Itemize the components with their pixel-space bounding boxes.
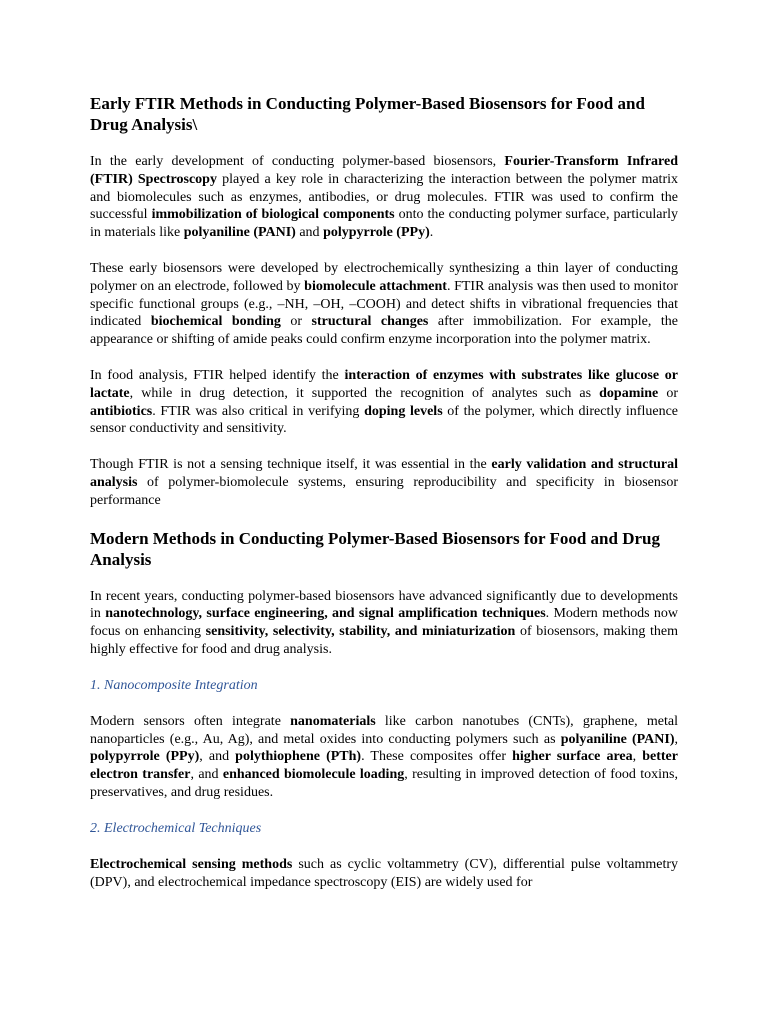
bold-term: antibiotics <box>90 403 153 419</box>
text-run: or <box>280 314 312 330</box>
text-run: . FTIR was also critical in verifying <box>152 403 365 419</box>
bold-term: better electron transfer <box>90 749 678 783</box>
bold-term: Electrochemical sensing methods <box>90 856 293 872</box>
paragraph-electrochemical <box>90 856 678 892</box>
text-run: and <box>295 225 324 241</box>
subheading-nanocomposite: 1. Nanocomposite Integration <box>90 677 258 693</box>
text-run: of the polymer, which directly influence sensor conductivity and sensitivity. <box>90 403 679 437</box>
text-run: of biosensors, making them highly effective for food and drug analysis. <box>90 624 678 657</box>
text-run: played a key role in characterizing the interaction between the polymer matrix and biomolecules such as enzymes, antibodies, or drug molecules. FTIR was used to confirm the successful <box>90 171 678 223</box>
bold-term: early validation and structural analysis <box>90 457 678 490</box>
bold-term: biomolecule attachment <box>304 278 447 294</box>
bold-term: biochemical bonding <box>150 314 281 330</box>
subheading-electrochemical: 2. Electrochemical Techniques <box>90 820 262 836</box>
document-content <box>90 93 678 891</box>
bold-term: immobilization of biological components <box>151 207 395 223</box>
bold-term: Fourier-Transform Infrared (FTIR) Spectroscopy <box>90 154 679 187</box>
paragraph-modern-intro <box>90 588 678 659</box>
bold-term: polypyrrole (PPy) <box>323 225 430 241</box>
text-run: like carbon nanotubes (CNTs), graphene, metal nanoparticles (e.g., Au, Ag), and metal oxides into conducting polymers such as <box>90 713 678 747</box>
section-heading-early-ftir: Early FTIR Methods in Conducting Polymer-Based Biosensors for Food and Drug Analysis\ <box>90 94 645 134</box>
text-run: In food analysis, FTIR helped identify the <box>90 367 345 383</box>
bold-term: doping levels <box>364 403 443 419</box>
bold-term: sensitivity, selectivity, stability, and miniaturization <box>205 624 516 640</box>
text-run: of polymer-biomolecule systems, ensuring reproducibility and specificity in biosensor performance <box>90 474 678 508</box>
bold-term: nanotechnology, surface engineering, and signal amplification techniques <box>105 606 546 622</box>
paragraph-food-analysis <box>90 367 678 438</box>
bold-term: higher surface area <box>512 749 633 765</box>
bold-term: enhanced biomolecule loading <box>222 767 405 783</box>
bold-term: polypyrrole (PPy) <box>90 749 200 765</box>
text-run: Modern sensors often integrate <box>90 713 291 729</box>
paragraph-nanocomposite <box>90 713 678 802</box>
text-run: , and <box>199 749 236 765</box>
paragraph-ftir-validation <box>90 456 678 509</box>
bold-term: polyaniline (PANI) <box>183 225 296 241</box>
text-run: such as cyclic voltammetry (CV), differential pulse voltammetry (DPV), and electrochemical impedance spectroscopy (EIS) are widely used for <box>90 856 678 890</box>
text-run: after immobilization. For example, the appearance or shifting of amide peaks could confirm enzyme incorporation into the polymer matrix. <box>90 314 678 348</box>
text-run: , resulting in improved detection of food toxins, preservatives, and drug residues. <box>90 767 678 800</box>
paragraph-early-biosensors <box>90 260 678 349</box>
bold-term: dopamine <box>599 385 659 401</box>
section-heading-modern-methods: Modern Methods in Conducting Polymer-Based Biosensors for Food and Drug Analysis <box>90 528 660 569</box>
text-run: These early biosensors were developed by electrochemically synthesizing a thin layer of conducting polymer on an electrode, followed by <box>90 260 678 294</box>
text-run: Though FTIR is not a sensing technique itself, it was essential in the <box>90 457 492 473</box>
text-run: In recent years, conducting polymer-based biosensors have advanced significantly due to developments in <box>90 588 678 622</box>
text-run: , and <box>190 767 223 783</box>
text-run: or <box>658 385 678 401</box>
bold-term: interaction of enzymes with substrates like glucose or lactate <box>90 367 679 401</box>
bold-term: polyaniline (PANI) <box>560 731 675 747</box>
bold-term: structural changes <box>311 314 429 330</box>
bold-term: nanomaterials <box>290 713 376 729</box>
text-run: , <box>674 731 678 747</box>
bold-term: polythiophene (PTh) <box>235 749 362 765</box>
text-run: In the early development of conducting polymer-based biosensors, <box>90 154 505 169</box>
text-run: . FTIR analysis was then used to monitor specific functional groups (e.g., –NH, –OH, –COOH) and detect shifts in vibrational frequencies that indicated <box>90 278 678 330</box>
text-run: . These composites offer <box>361 749 513 765</box>
text-run: , <box>632 749 643 765</box>
paragraph-ftir-intro <box>90 153 678 242</box>
text-run: . <box>429 225 434 241</box>
text-run: . Modern methods now focus on enhancing <box>90 606 678 640</box>
text-run: onto the conducting polymer surface, particularly in materials like <box>90 207 678 241</box>
text-run: , while in drug detection, it supported the recognition of analytes such as <box>129 385 600 401</box>
